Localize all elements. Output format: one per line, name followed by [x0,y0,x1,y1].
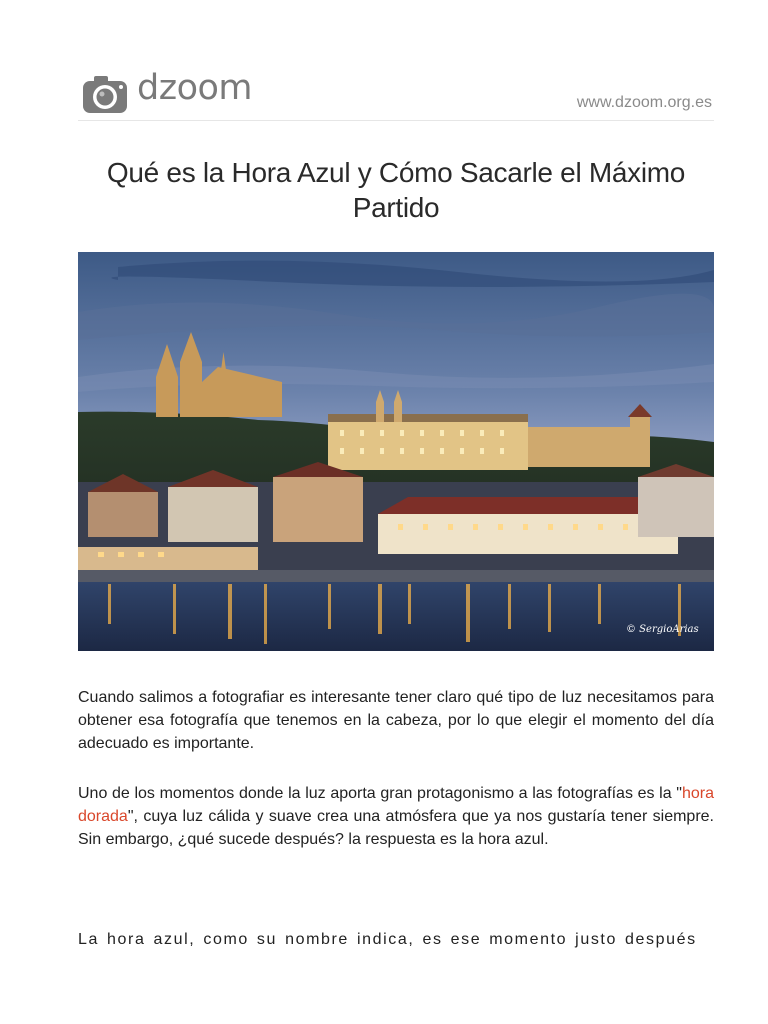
paragraph-2 [78,782,714,851]
camera-icon [82,74,128,114]
dzoom-logo[interactable] [82,68,253,114]
article-title: Qué es la Hora Azul y Cómo Sacarle el Máximo Partido [106,157,686,223]
paragraph-3: La hora azul, como su nombre indica, es ese momento justo después [78,931,697,948]
logo-text: dzoom [137,68,253,108]
paragraph-1: Cuando salimos a fotografiar es interesante tener claro qué tipo de luz necesitamos para obtener esa fotografía que tenemos en la cabeza, por lo que elegir el momento del día adecuado es importante. [78,689,714,752]
paragraph-2-text-before: Uno de los momentos donde la luz aporta gran protagonismo a las fotografías es la " [78,785,682,802]
photo-watermark: © SergioArias [626,624,699,635]
site-url[interactable]: www.dzoom.org.es [576,94,712,111]
hero-image-prague-blue-hour [78,252,714,651]
hora-dorada-link[interactable]: hora dorada [78,785,714,825]
page-header [78,70,714,121]
paragraph-2-text-after: ", cuya luz cálida y suave crea una atmósfera que ya nos gustaría tener siempre. Sin embargo, ¿qué sucede después? la respuesta es la hora azul. [78,808,714,848]
